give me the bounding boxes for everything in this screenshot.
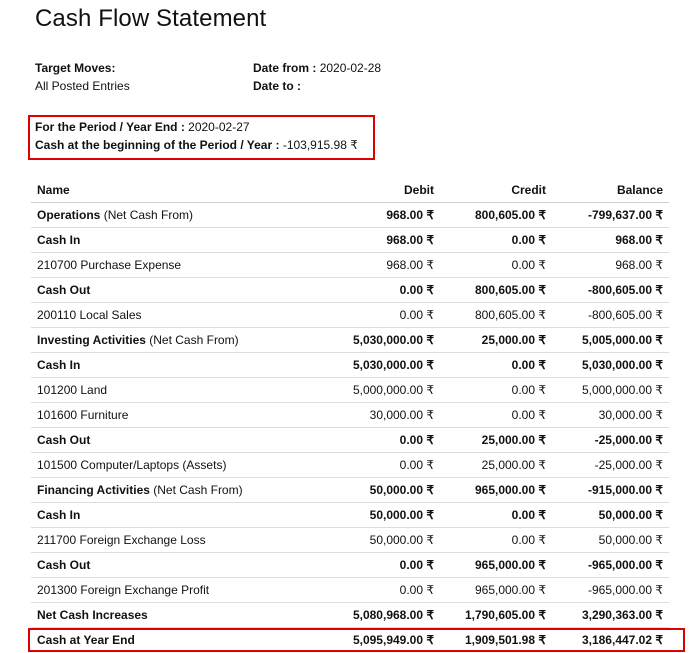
row-balance-cell: -965,000.00 ₹: [552, 578, 669, 603]
row-credit-cell: 800,605.00 ₹: [440, 303, 552, 328]
row-name-cell: [31, 553, 318, 578]
row-name-cell: [31, 453, 318, 478]
table-row: [31, 478, 669, 503]
row-name-suffix: (Net Cash From): [145, 333, 239, 347]
row-name: Investing Activities: [37, 333, 146, 347]
row-balance-cell: 968.00 ₹: [552, 228, 669, 253]
page-title: Cash Flow Statement: [35, 5, 267, 32]
row-credit-cell: 0.00 ₹: [440, 228, 552, 253]
row-balance-cell: -25,000.00 ₹: [552, 453, 669, 478]
table-row: [31, 403, 669, 428]
row-name: Operations: [37, 208, 101, 222]
row-credit-cell: 800,605.00 ₹: [440, 278, 552, 303]
target-moves-value: All Posted Entries: [35, 79, 130, 93]
row-name-suffix: (Net Cash From): [149, 483, 243, 497]
date-from-value: 2020-02-28: [319, 61, 382, 75]
date-from-label: Date from :: [253, 61, 317, 75]
row-name: 210700 Purchase Expense: [37, 258, 182, 272]
row-credit-cell: 0.00 ₹: [440, 353, 552, 378]
year-end-label: For the Period / Year End :: [35, 120, 185, 134]
row-credit-cell: 0.00 ₹: [440, 503, 552, 528]
table-row: [31, 428, 669, 453]
date-range-block: [253, 59, 381, 95]
table-row: [31, 253, 669, 278]
row-balance-cell: -25,000.00 ₹: [552, 428, 669, 453]
table-header-row: [31, 178, 669, 203]
row-name-cell: [31, 228, 318, 253]
row-name: 211700 Foreign Exchange Loss: [37, 533, 206, 547]
row-name-cell: [31, 328, 318, 353]
row-name: Cash In: [37, 358, 81, 372]
row-name-cell: [31, 428, 318, 453]
beginning-cash-value: -103,915.98 ₹: [282, 138, 358, 152]
row-name-suffix: (Net Cash From): [100, 208, 194, 222]
row-balance-cell: 3,290,363.00 ₹: [552, 603, 669, 628]
table-row: [31, 278, 669, 303]
row-credit-cell: 965,000.00 ₹: [440, 553, 552, 578]
table-row: [31, 453, 669, 478]
row-credit-cell: 25,000.00 ₹: [440, 453, 552, 478]
row-credit-cell: 1,790,605.00 ₹: [440, 603, 552, 628]
column-header-balance: Balance: [552, 178, 669, 203]
year-end-highlight-box: [28, 628, 685, 652]
row-name: Cash Out: [37, 558, 91, 572]
row-debit-cell: 0.00 ₹: [318, 453, 440, 478]
row-name: Net Cash Increases: [37, 608, 148, 622]
row-balance-cell: 5,000,000.00 ₹: [552, 378, 669, 403]
row-balance-cell: -915,000.00 ₹: [552, 478, 669, 503]
row-name: Cash at Year End: [37, 633, 135, 647]
table-row: [31, 303, 669, 328]
row-debit-cell: 50,000.00 ₹: [318, 503, 440, 528]
row-debit-cell: 0.00 ₹: [318, 428, 440, 453]
row-debit-cell: 50,000.00 ₹: [318, 478, 440, 503]
cash-flow-table: [31, 178, 669, 652]
column-header-debit: Debit: [318, 178, 440, 203]
row-credit-cell: 25,000.00 ₹: [440, 428, 552, 453]
table-row: [31, 228, 669, 253]
row-name-cell: [31, 403, 318, 428]
row-balance-cell: -800,605.00 ₹: [552, 303, 669, 328]
row-balance-cell: -800,605.00 ₹: [552, 278, 669, 303]
row-credit-cell: 0.00 ₹: [440, 403, 552, 428]
row-balance-cell: 5,005,000.00 ₹: [552, 328, 669, 353]
row-name: Cash Out: [37, 283, 91, 297]
year-end-value: 2020-02-27: [188, 120, 250, 134]
table-row: [31, 553, 669, 578]
row-balance-cell: 30,000.00 ₹: [552, 403, 669, 428]
row-name-cell: [31, 603, 318, 628]
row-debit-cell: 0.00 ₹: [318, 303, 440, 328]
row-credit-cell: 0.00 ₹: [440, 528, 552, 553]
row-name: Cash In: [37, 508, 81, 522]
row-debit-cell: 50,000.00 ₹: [318, 528, 440, 553]
row-credit-cell: 0.00 ₹: [440, 378, 552, 403]
row-name-cell: [31, 528, 318, 553]
beginning-cash-label: Cash at the beginning of the Period / Year :: [35, 138, 280, 152]
row-credit-cell: 965,000.00 ₹: [440, 478, 552, 503]
date-to-label: Date to :: [253, 79, 301, 93]
target-moves-block: [35, 59, 130, 95]
row-name: Cash In: [37, 233, 81, 247]
row-debit-cell: 5,095,949.00 ₹: [318, 628, 440, 653]
row-name: 201300 Foreign Exchange Profit: [37, 583, 210, 597]
column-header-credit: Credit: [440, 178, 552, 203]
row-name-cell: [31, 503, 318, 528]
table-row: [31, 328, 669, 353]
row-debit-cell: 968.00 ₹: [318, 228, 440, 253]
row-debit-cell: 5,080,968.00 ₹: [318, 603, 440, 628]
column-header-name: Name: [31, 178, 318, 203]
row-debit-cell: 968.00 ₹: [318, 203, 440, 228]
table-row: [31, 378, 669, 403]
row-balance-cell: 50,000.00 ₹: [552, 503, 669, 528]
row-name-cell: [31, 253, 318, 278]
row-name-cell: [31, 203, 318, 228]
table-row: [31, 578, 669, 603]
table-row: [31, 203, 669, 228]
row-debit-cell: 5,030,000.00 ₹: [318, 353, 440, 378]
row-debit-cell: 30,000.00 ₹: [318, 403, 440, 428]
row-name: 101200 Land: [37, 383, 108, 397]
row-debit-cell: 0.00 ₹: [318, 553, 440, 578]
row-debit-cell: 0.00 ₹: [318, 578, 440, 603]
row-name-cell: [31, 303, 318, 328]
target-moves-label: Target Moves:: [35, 61, 116, 75]
row-balance-cell: 50,000.00 ₹: [552, 528, 669, 553]
row-balance-cell: -965,000.00 ₹: [552, 553, 669, 578]
row-credit-cell: 25,000.00 ₹: [440, 328, 552, 353]
row-balance-cell: 5,030,000.00 ₹: [552, 353, 669, 378]
row-name: Financing Activities: [37, 483, 150, 497]
row-credit-cell: 965,000.00 ₹: [440, 578, 552, 603]
row-debit-cell: 5,000,000.00 ₹: [318, 378, 440, 403]
row-debit-cell: 968.00 ₹: [318, 253, 440, 278]
row-debit-cell: 0.00 ₹: [318, 278, 440, 303]
row-credit-cell: 1,909,501.98 ₹: [440, 628, 552, 653]
row-name-cell: [31, 353, 318, 378]
row-name: Cash Out: [37, 433, 91, 447]
table-row: [31, 503, 669, 528]
table-row: [31, 528, 669, 553]
row-name-cell: [31, 378, 318, 403]
row-credit-cell: 0.00 ₹: [440, 253, 552, 278]
row-credit-cell: 800,605.00 ₹: [440, 203, 552, 228]
row-name: 101500 Computer/Laptops (Assets): [37, 458, 227, 472]
row-name: 200110 Local Sales: [37, 308, 142, 322]
row-balance-cell: -799,637.00 ₹: [552, 203, 669, 228]
row-name-cell: [31, 278, 318, 303]
table-body: [31, 203, 669, 653]
row-name: 101600 Furniture: [37, 408, 129, 422]
table-row: [31, 353, 669, 378]
row-name-cell: [31, 478, 318, 503]
row-name-cell: [31, 578, 318, 603]
row-balance-cell: 3,186,447.02 ₹: [552, 628, 669, 653]
row-balance-cell: 968.00 ₹: [552, 253, 669, 278]
period-block: [35, 118, 358, 154]
row-debit-cell: 5,030,000.00 ₹: [318, 328, 440, 353]
table-row: [31, 603, 669, 628]
